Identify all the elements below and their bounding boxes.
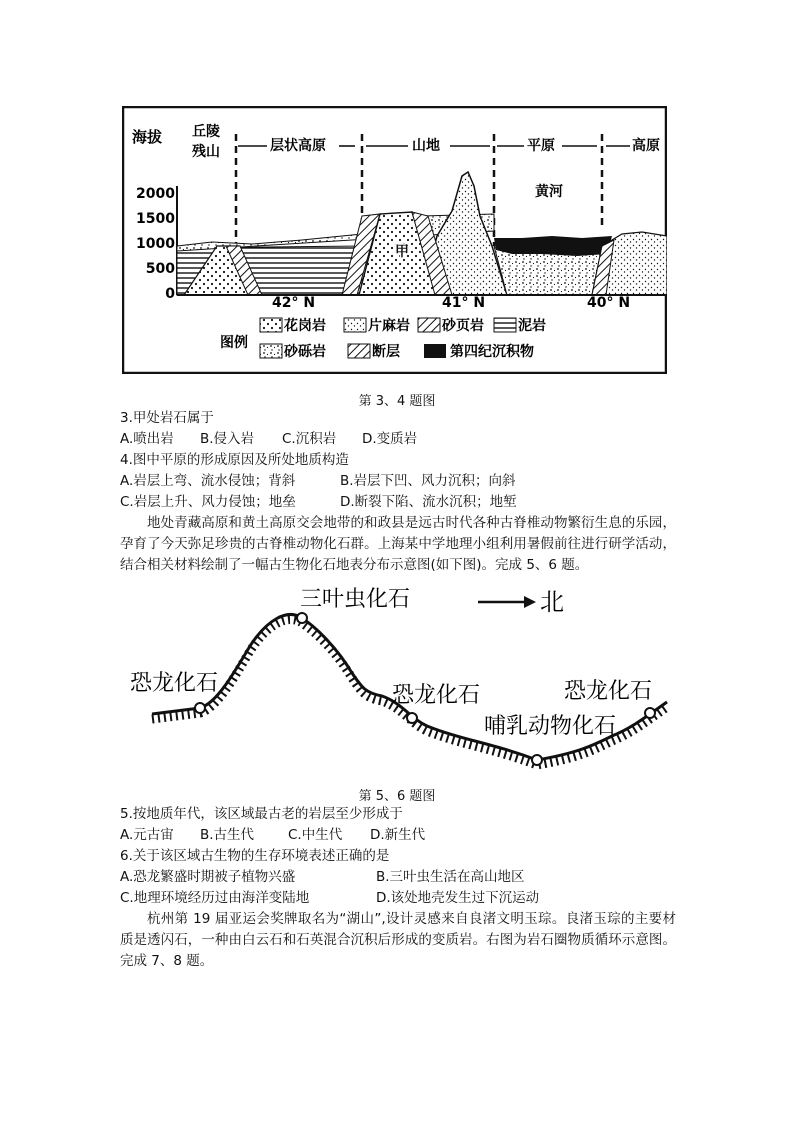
fossil-point-mammal <box>532 755 542 765</box>
region-label-mountain: 山地 <box>412 138 440 154</box>
q6-stem: 6.关于该区域古生物的生存环境表述正确的是 <box>120 848 390 864</box>
q5-option-b[interactable]: B.古生代 <box>200 827 255 843</box>
legend-granite: 花岗岩 <box>284 318 326 334</box>
y-tick-2000: 2000 <box>136 186 175 202</box>
legend-title: 图例 <box>220 335 248 351</box>
river-label: 黄河 <box>535 184 563 200</box>
label-trilobite: 三叶虫化石 <box>300 587 411 612</box>
q3-stem: 3.甲处岩石属于 <box>120 410 214 426</box>
q3-option-c[interactable]: C.沉积岩 <box>282 431 337 447</box>
fossil-point-dinosaur-3 <box>645 708 655 718</box>
y-tick-0: 0 <box>165 286 175 302</box>
label-mammal: 哺乳动物化石 <box>484 714 617 739</box>
q5-stem: 5.按地质年代，该区域最古老的岩层至少形成于 <box>120 806 403 822</box>
fossil-point-dinosaur-1 <box>195 703 205 713</box>
q5-options <box>120 825 425 845</box>
passage-asian-games-medal: 杭州第 19 届亚运会奖牌取名为“湖山”,设计灵感来自良渚文明玉琮。良渚玉琮的主要材质是透闪石，一种由白云石和石英混合沉积后形成的变质岩。右图为岩石圈物质循环示意图。完成 7、8 题。 <box>120 911 676 969</box>
q4-option-d[interactable]: D.断裂下陷、流水沉积；地堑 <box>340 494 517 510</box>
region-label-remnant: 残山 <box>192 144 220 160</box>
q5-option-c[interactable]: C.中生代 <box>288 827 343 843</box>
quaternary-sediment <box>494 236 612 256</box>
legend-sandshale: 砂页岩 <box>442 318 484 334</box>
geologic-section-figure <box>122 106 667 374</box>
x-tick-42N: 42° N <box>272 295 316 311</box>
q6-options-row1 <box>120 867 525 887</box>
q5-option-a[interactable]: A.元古宙 <box>120 827 174 843</box>
label-north: 北 <box>540 588 564 616</box>
q6-option-a[interactable]: A.恐龙繁盛时期被子植物兴盛 <box>120 869 296 885</box>
y-tick-1000: 1000 <box>136 236 175 252</box>
q4-options-row2 <box>120 492 517 512</box>
q6-option-c[interactable]: C.地理环境经历过由海洋变陆地 <box>120 890 310 906</box>
region-label-hills: 丘陵 <box>192 124 220 140</box>
q4-stem: 4.图中平原的形成原因及所处地质构造 <box>120 452 349 468</box>
q6-option-b[interactable]: B.三叶虫生活在高山地区 <box>376 869 525 885</box>
q5-option-d[interactable]: D.新生代 <box>370 827 426 843</box>
q3-options <box>120 429 417 449</box>
legend-gneiss: 片麻岩 <box>368 318 410 334</box>
legend-fault: 断层 <box>372 344 400 360</box>
x-tick-41N: 41° N <box>442 295 486 311</box>
fossil-distribution-figure <box>122 578 670 776</box>
region-label-plateau: 高原 <box>632 138 660 154</box>
fossil-point-trilobite <box>297 613 307 623</box>
label-dinosaur-middle: 恐龙化石 <box>392 683 481 708</box>
figure2-caption: 第 5、6 题图 <box>358 789 436 804</box>
rock-jia-label: 甲 <box>395 244 409 260</box>
q4-option-b[interactable]: B.岩层下凹、风力沉积；向斜 <box>340 473 516 489</box>
q4-options-row1 <box>120 471 516 491</box>
q3-option-d[interactable]: D.变质岩 <box>362 431 418 447</box>
q4-option-a[interactable]: A.岩层上弯、流水侵蚀；背斜 <box>120 473 296 489</box>
legend-mudstone: 泥岩 <box>518 318 546 334</box>
q3-option-b[interactable]: B.侵入岩 <box>200 431 255 447</box>
region-label-plain: 平原 <box>527 138 555 154</box>
label-dinosaur-left: 恐龙化石 <box>130 671 219 696</box>
legend-gravel: 砂砾岩 <box>284 344 326 360</box>
y-tick-500: 500 <box>145 261 175 277</box>
fossil-point-dinosaur-2 <box>407 713 417 723</box>
q6-option-d[interactable]: D.该处地壳发生过下沉运动 <box>376 890 540 906</box>
y-tick-1500: 1500 <box>136 211 175 227</box>
legend-quaternary: 第四纪沉积物 <box>450 344 534 360</box>
q4-option-c[interactable]: C.岩层上升、风力侵蚀；地垒 <box>120 494 296 510</box>
x-tick-40N: 40° N <box>587 295 631 311</box>
region-label-layered-plateau: 层状高原 <box>270 138 326 154</box>
q6-options-row2 <box>120 888 539 908</box>
passage-fossil-study: 地处青藏高原和黄土高原交会地带的和政县是远古时代各种古脊椎动物繁衍生息的乐园，孕育了今天弥足珍贵的古脊椎动物化石群。上海某中学地理小组利用暑假前往进行研学活动，结合相关材料绘制了一幅古生物化石地表分布示意图(如下图)。完成 5、6 题。 <box>120 515 676 573</box>
q3-option-a[interactable]: A.喷出岩 <box>120 431 174 447</box>
label-dinosaur-right: 恐龙化石 <box>564 679 653 704</box>
y-axis-title: 海拔 <box>132 128 163 146</box>
figure1-caption: 第 3、4 题图 <box>358 394 436 409</box>
